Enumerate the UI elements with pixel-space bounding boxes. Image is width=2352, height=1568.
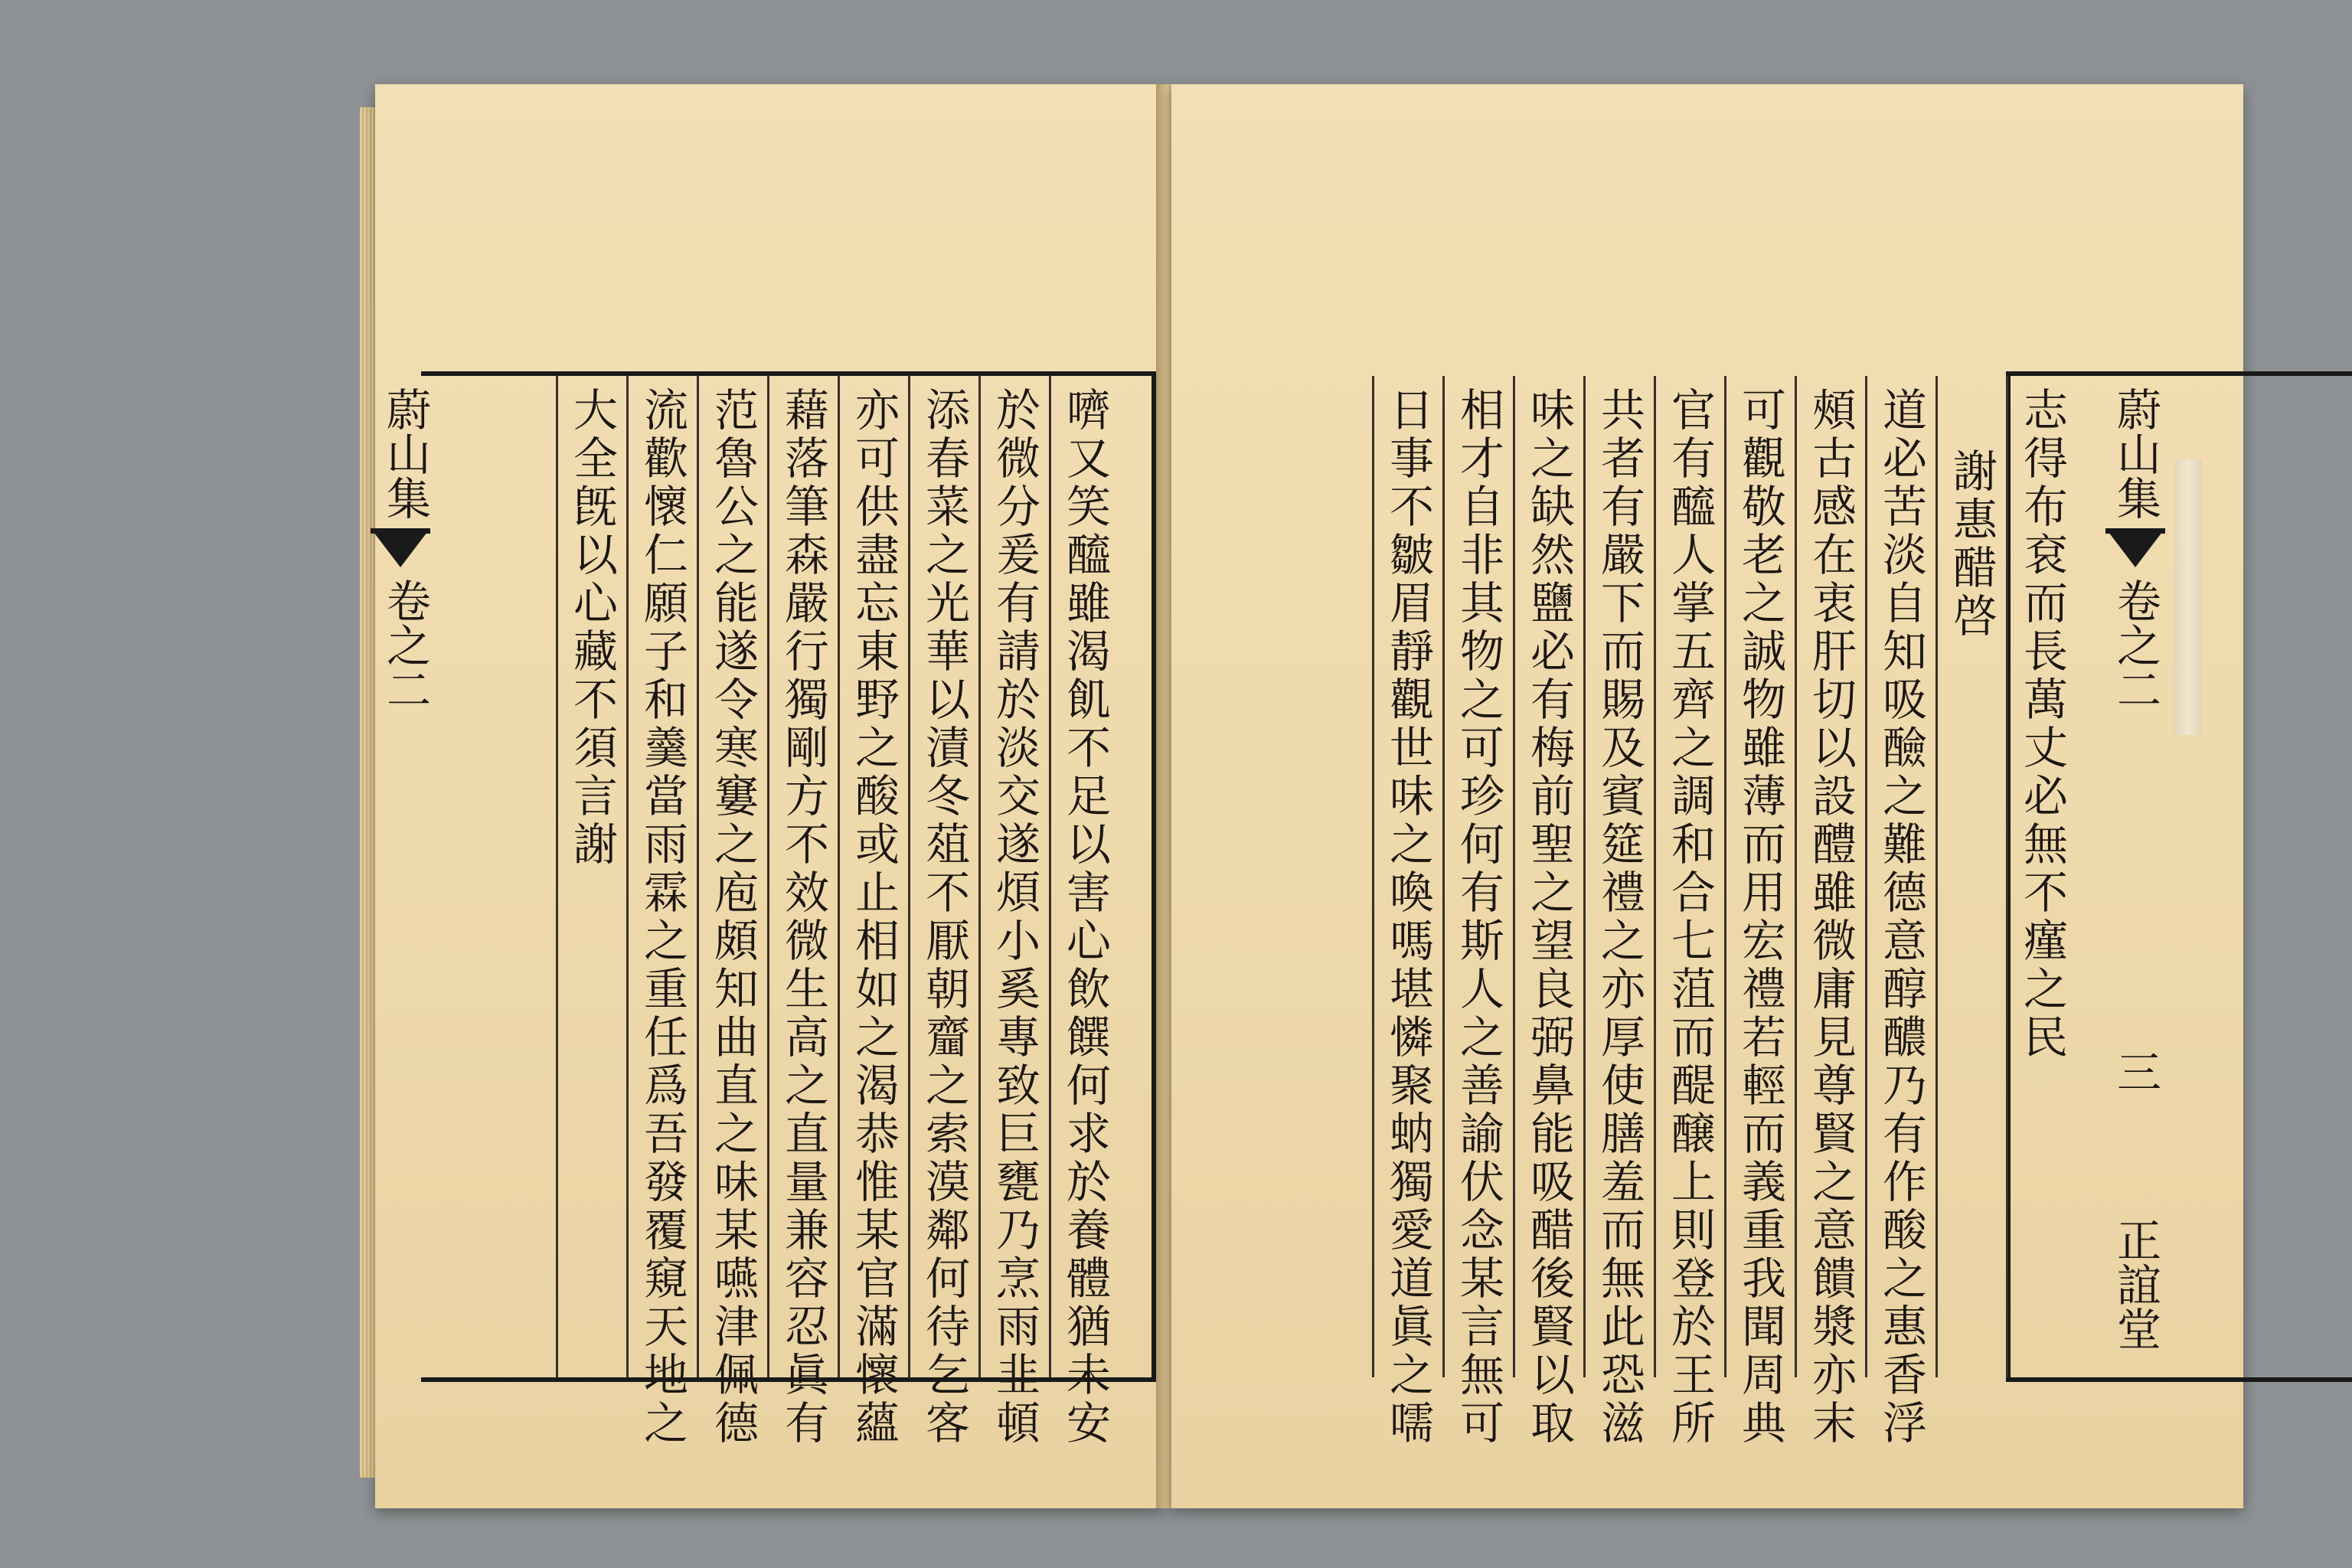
column-rule	[1049, 376, 1051, 1377]
left-volume-label: 卷之二	[379, 578, 431, 711]
right-column-10: 日事不皺眉靜觀世味之喚嗎堪憐聚蚋獨愛道眞之嚅	[1382, 387, 1434, 1448]
column-rule	[838, 376, 840, 1377]
right-volume-label: 卷之二	[2109, 578, 2161, 711]
left-column-8: 大全旣以心藏不須言謝	[566, 387, 618, 869]
publisher-mark: 正誼堂	[2109, 1217, 2161, 1351]
right-column-7: 共者有嚴下而賜及賓筵禮之亦厚使膳羞而無此恐滋	[1593, 387, 1645, 1448]
right-column-2-heading: 謝惠醋啓	[1945, 448, 1998, 641]
right-column-3: 道必苦淡自知吸醶之難德意醇醲乃有作酸之惠香浮	[1875, 387, 1927, 1448]
column-rule	[1936, 376, 1938, 1377]
right-column-8: 味之缺然鹽必有梅前聖之望良弼鼻能吸醋後賢以取	[1523, 387, 1575, 1448]
column-rule	[1583, 376, 1586, 1377]
right-column-4: 頰古感在衷肝切以設醴雖微庸見尊賢之意饋漿亦末	[1805, 387, 1857, 1448]
column-rule	[1372, 376, 1374, 1377]
column-rule	[1795, 376, 1797, 1377]
left-running-head: 蔚山集	[379, 387, 431, 520]
column-rule	[556, 376, 558, 1377]
column-rule	[626, 376, 629, 1377]
right-column-9: 相才自非其物之可珍何有斯人之善諭伏念某言無可	[1452, 387, 1504, 1448]
open-book	[360, 84, 2251, 1508]
right-column-6: 官有醯人掌五齊之調和合七菹而醍醸上則登於王所	[1664, 387, 1716, 1448]
left-column-2: 於微分爰有請於淡交遂煩小奚專致巨甕乃烹雨韭頓	[988, 387, 1040, 1448]
column-rule	[1654, 376, 1656, 1377]
bookmark-ribbon	[2174, 459, 2202, 735]
column-rule	[1724, 376, 1726, 1377]
column-rule	[978, 376, 981, 1377]
left-column-7: 流歡懷仁願子和羹當雨霖之重任爲吾發覆窺天地之	[636, 387, 688, 1448]
left-column-6: 范魯公之能遂令寒窶之庖頗知曲直之味某嚥津佩德	[707, 387, 759, 1448]
left-fishtail-bar	[371, 528, 430, 534]
column-rule	[1442, 376, 1445, 1377]
column-rule	[2006, 376, 2008, 1377]
column-rule	[697, 376, 699, 1377]
right-running-head: 蔚山集	[2109, 387, 2161, 520]
right-column-5: 可觀敬老之誠物雖薄而用宏禮若輕而義重我聞周典	[1734, 387, 1786, 1448]
folio-number: 三	[2109, 1049, 2161, 1093]
left-column-5: 藉落筆森嚴行獨剛方不效微生高之直量兼容忍眞有	[777, 387, 829, 1448]
left-column-3: 添春菜之光華以漬冬葅不厭朝齏之索漠鄰何待乞客	[918, 387, 970, 1448]
right-column-1: 志得布袞而長萬丈必無不瘽之民	[2016, 387, 2068, 1062]
column-rule	[908, 376, 910, 1377]
left-page	[375, 84, 1164, 1508]
column-rule	[1865, 376, 1867, 1377]
left-column-1: 嚌又笑醯雖渴飢不足以害心飲饌何求於養體猶未安	[1059, 387, 1111, 1448]
column-rule	[767, 376, 769, 1377]
column-rule	[1513, 376, 1515, 1377]
left-column-4: 亦可供盡忘東野之酸或止相如之渴恭惟某官滿懷蘊	[848, 387, 900, 1448]
